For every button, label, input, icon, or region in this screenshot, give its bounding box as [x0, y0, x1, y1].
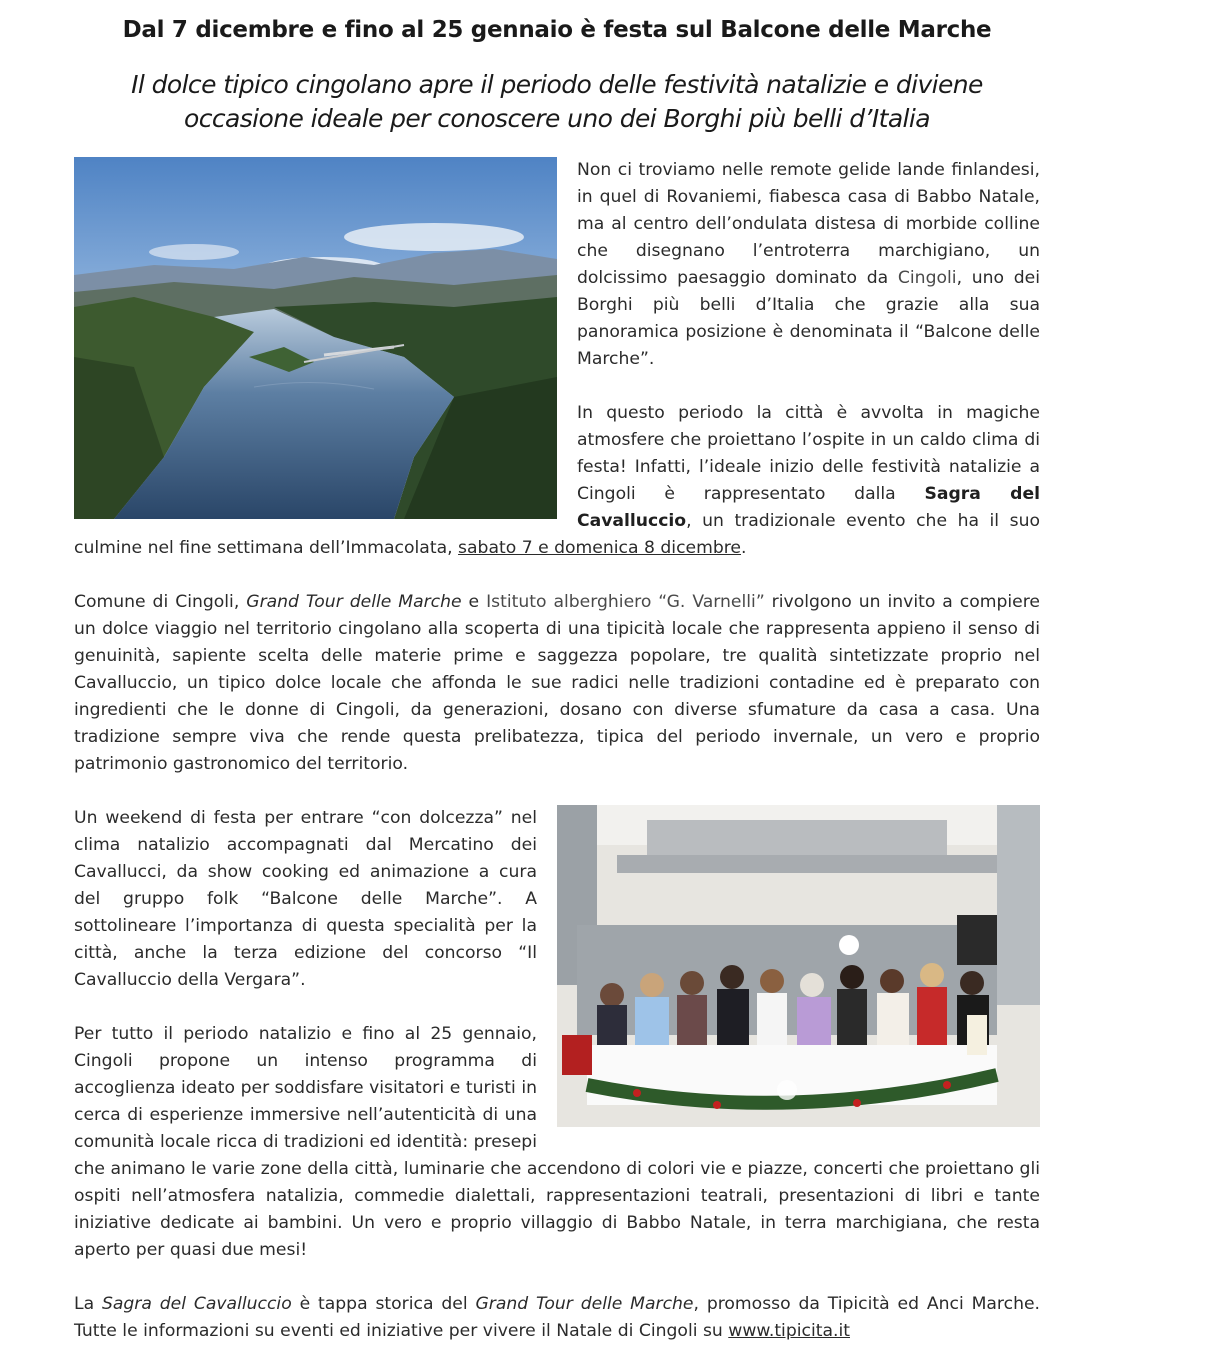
cingoli-link[interactable]: Cingoli: [897, 268, 957, 288]
article-body: [74, 157, 1040, 1372]
paragraph-1: Non ci troviamo nelle remote gelide lande finlandesi, in quel di Rovaniemi, fiabesca casa di Babbo Natale, ma al centro dell’ondulata distesa di morbide colline che disegnano l’entroterra marchigiano, un dolcissimo paesaggio dominato da Cingoli, uno dei Borghi più belli d’Italia che grazie alla sua panoramica posizione è denominata il “Balcone delle Marche”.: [577, 160, 1041, 369]
lake-landscape-photo: [74, 157, 557, 519]
article-title: Dal 7 dicembre e fino al 25 gennaio è festa sul Balcone delle Marche: [122, 17, 992, 43]
sagra-italic: Sagra del Cavalluccio: [101, 1294, 292, 1314]
istituto-link[interactable]: Istituto alberghiero “G. Varnelli”: [486, 592, 765, 612]
paragraph-5: Per tutto il periodo natalizio e fino al 25 gennaio, Cingoli propone un intenso programma di accoglienza ideato per soddisfare visitatori e turisti in cerca di esperienze immersive nell’autenticità di una comunità locale ricca di tradizioni ed identità: presepi che animano le varie zone della città, luminarie che accendono di colori vie e piazze, concerti che proiettano gli ospiti nell’atmosfera natalizia, commedie dialettali, rappresentazioni teatrali, presentazioni di libri e tante iniziative dedicate ai bambini. Un vero e proprio villaggio di Babbo Natale, in terra marchigiana, che resta aperto per quasi due mesi!: [74, 1024, 1040, 1260]
paragraph-6: La Sagra del Cavalluccio è tappa storica del Grand Tour delle Marche, promosso da Tipicità ed Anci Marche. Tutte le informazioni su eventi ed iniziative per vivere il Natale di Cingoli su www.tipicita.it: [74, 1294, 1040, 1341]
event-name-bold: Sagra del Cavalluccio: [577, 484, 1040, 531]
paragraph-4: Un weekend di festa per entrare “con dolcezza” nel clima natalizio accompagnati dal Mercatino dei Cavallucci, da show cooking ed animazione a cura del gruppo folk “Balcone delle Marche”. A sottolineare l’importanza di questa specialità per la città, anche la terza edizione del concorso “Il Cavalluccio della Vergara”.: [74, 808, 537, 990]
grand-tour-italic: Grand Tour delle Marche: [246, 592, 462, 612]
event-dates: sabato 7 e domenica 8 dicembre: [458, 538, 742, 558]
grand-tour-italic-2: Grand Tour delle Marche: [475, 1294, 694, 1314]
paragraph-2: In questo periodo la città è avvolta in magiche atmosfere che proiettano l’ospite in un caldo clima di festa! Infatti, l’ideale inizio delle festività natalizie a Cingoli è rappresentato dalla Sagra del Cavalluccio, un tradizionale evento che ha il suo culmine nel fine settimana dell’Immacolata, sabato 7 e domenica 8 dicembre.: [74, 403, 1040, 558]
article-subtitle: Il dolce tipico cingolano apre il periodo delle festività natalizie e diviene occasione ideale per conoscere uno dei Borghi più belli d’Italia: [131, 70, 983, 133]
group-kitchen-photo: [557, 805, 1040, 1127]
tipicita-link[interactable]: www.tipicita.it: [728, 1321, 850, 1341]
paragraph-3: Comune di Cingoli, Grand Tour delle Marche e Istituto alberghiero “G. Varnelli” rivolgono un invito a compiere un dolce viaggio nel territorio cingolano alla scoperta di una tipicità locale che rappresenta appieno il senso di genuinità, sapiente scelta delle materie prime e saggezza popolare, tre qualità sintetizzate proprio nel Cavalluccio, un tipico dolce locale che affonda le sue radici nelle tradizioni contadine ed è preparato con ingredienti che le donne di Cingoli, da generazioni, dosano con diverse sfumature da casa a casa. Una tradizione sempre viva che rende questa prelibatezza, tipica del periodo invernale, un vero e proprio patrimonio gastronomico del territorio.: [74, 592, 1041, 774]
